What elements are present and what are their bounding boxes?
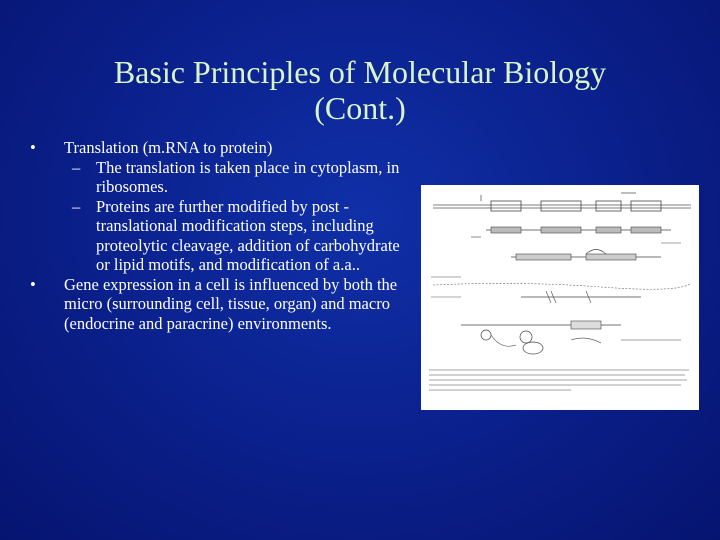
dash-icon: –: [72, 196, 81, 216]
slide-title-line-1: Basic Principles of Molecular Biology: [113, 54, 607, 90]
sub-bullet-item: [30, 158, 400, 197]
figure-illustration: [421, 185, 699, 410]
slide-title: [40, 54, 680, 126]
sub-bullet-item: [30, 197, 400, 275]
sub-bullet-text: The translation is taken place in cytoplasm, in ribosomes.: [96, 157, 400, 196]
bullet-icon: •: [30, 274, 36, 294]
bullet-text: Translation (m.RNA to protein): [64, 138, 273, 157]
sub-bullet-text: Proteins are further modified by post -translational modification steps, including proteolytic cleavage, addition of carbohydrate or lipid motifs, and modification of a.a..: [96, 196, 400, 274]
bullet-text: Gene expression in a cell is influenced by both the micro (surrounding cell, tissue, organ) and macro (endocrine and paracrine) environments.: [64, 274, 398, 333]
bullet-item: [30, 275, 400, 334]
slide-content: [30, 138, 400, 333]
bullet-item: [30, 138, 400, 158]
slide-title-line-2: (Cont.): [314, 90, 406, 126]
gene-expression-figure: [421, 185, 699, 410]
bullet-icon: •: [30, 138, 36, 157]
dash-icon: –: [72, 157, 81, 177]
